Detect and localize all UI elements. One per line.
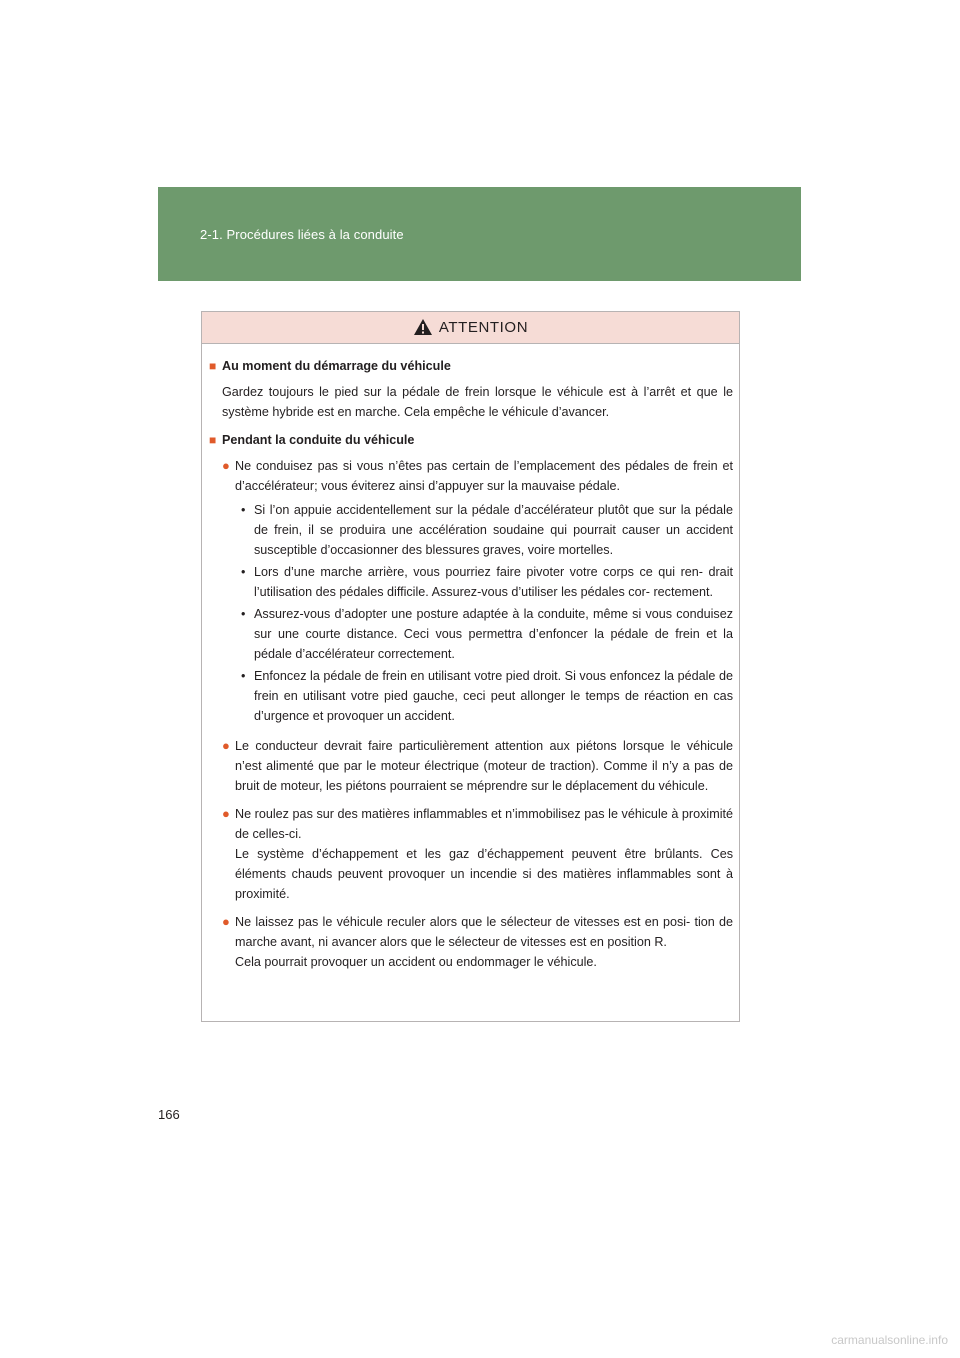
attention-header	[202, 312, 739, 344]
page-number: 166	[158, 1107, 180, 1122]
subheading-start-text: Au moment du démarrage du véhicule	[222, 359, 451, 373]
round-bullet-icon: ●	[222, 738, 230, 753]
list-item-pedestrians	[222, 736, 733, 796]
list-item-text: Ne roulez pas sur des matières inflammables et n’immobilisez pas le véhicule à proximité de celles-ci.	[235, 807, 733, 841]
attention-box	[201, 311, 740, 1022]
attention-content	[202, 344, 739, 972]
list-item-text: Ne conduisez pas si vous n’êtes pas certain de l’emplacement des pédales de frein et d’accélérateur; vous éviterez ainsi d’appuyer sur la mauvaise pédale.	[235, 459, 733, 493]
round-bullet-icon: ●	[222, 458, 230, 473]
list-item-text: Cela pourrait provoquer un accident ou endommager le véhicule.	[235, 955, 597, 969]
list-item-flammables	[222, 804, 733, 904]
attention-title: ATTENTION	[438, 319, 529, 336]
square-bullet-icon: ■	[209, 433, 217, 447]
sub-list-item: • Assurez-vous d’adopter une posture adaptée à la conduite, même si vous conduisez sur une courte distance. Ceci vous permettra d’enfoncer la pédale de frein et la pédale d’accélérateur correctement.	[241, 607, 733, 661]
sub-list-item: • Enfoncez la pédale de frein en utilisant votre pied droit. Si vous enfoncez la pédale de frein en utilisant votre pied gauche, ceci peut allonger le temps de réaction en cas d’urgence et provoquer un accident.	[241, 669, 733, 723]
round-bullet-icon: ●	[222, 914, 230, 929]
round-bullet-icon: ●	[222, 806, 230, 821]
square-bullet-icon: ■	[209, 359, 217, 373]
subheading-driving	[209, 430, 733, 450]
list-item-text: Le système d’échappement et les gaz d’échappement peuvent être brûlants. Ces éléments chauds peuvent provoquer un incendie si des matières inflammables sont à proximité.	[235, 847, 733, 901]
list-item-text: Le conducteur devrait faire particulièrement attention aux piétons lorsque le véhicule n’est alimenté que par le moteur électrique (moteur de traction). Comme il n’y a pas de bruit de moteur, les piétons pourraient se méprendre sur le déplacement du véhicule.	[235, 739, 733, 793]
subheading-start	[209, 356, 733, 376]
start-paragraph: Gardez toujours le pied sur la pédale de frein lorsque le véhicule est à l’arrêt et que le système hybride est en marche. Cela empêche le véhicule d’avancer.	[222, 385, 733, 419]
list-item-pedals	[222, 456, 733, 728]
header-band	[158, 187, 801, 281]
sub-list-item: • Lors d’une marche arrière, vous pourriez faire pivoter votre corps ce qui ren- drait l’utilisation des pédales difficile. Assurez-vous d’utiliser les pédales cor- rectement.	[241, 565, 733, 599]
warning-triangle-icon	[413, 318, 433, 336]
list-item-text: Ne laissez pas le véhicule reculer alors que le sélecteur de vitesses est en posi- tion de marche avant, ni avancer alors que le sélecteur de vitesses est en position R.	[235, 915, 733, 949]
list-item-gear-selector	[222, 912, 733, 972]
sub-list	[235, 500, 733, 726]
subheading-driving-text: Pendant la conduite du véhicule	[222, 433, 415, 447]
section-title: 2-1. Procédures liées à la conduite	[200, 227, 404, 242]
watermark: carmanualsonline.info	[831, 1333, 948, 1347]
sub-list-item: • Si l’on appuie accidentellement sur la pédale d’accélérateur plutôt que sur la pédale de frein, il se produira une accélération soudaine qui pourrait causer un accident susceptible d’occasionner des blessures graves, voire mortelles.	[241, 503, 733, 557]
